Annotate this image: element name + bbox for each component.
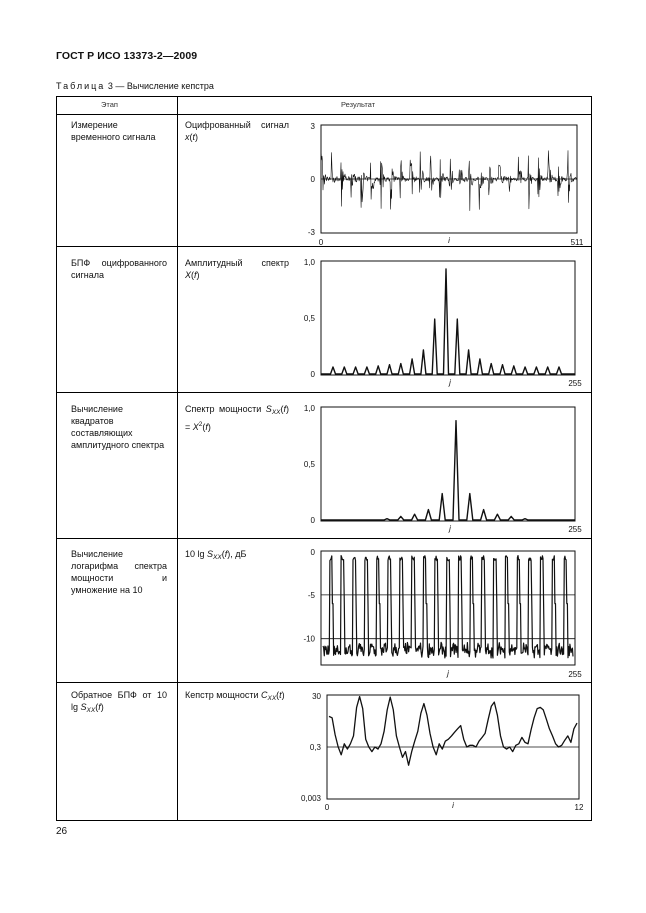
- y-tick-label: 30: [312, 692, 321, 701]
- row-divider: [57, 538, 591, 539]
- y-tick-label: 0: [310, 516, 315, 525]
- y-tick-label: 1,0: [303, 404, 315, 413]
- x-tick-label: 511: [570, 238, 584, 247]
- stage-cell: Измерение временного сигнала: [71, 120, 156, 142]
- stage-cell: Вычисление логарифма спектра мощности и умножение на 10: [71, 549, 167, 595]
- x-axis-label: j: [447, 669, 449, 678]
- spectrum-trace: [321, 421, 575, 520]
- stage-cell: Обратное БПФ от 10 $\lg S_{XX}(f)$: [71, 690, 167, 714]
- cepstrum-table: [56, 96, 592, 821]
- result-label: Спектр мощности $S_{XX}(f) = X^2(f)$: [185, 404, 289, 432]
- power-spectrum-chart: [287, 399, 587, 537]
- result-label: Оцифрованный сигнал x(t): [185, 120, 289, 142]
- y-tick-label: 0: [310, 548, 315, 557]
- log-spectrum-chart: [287, 545, 587, 681]
- x-tick-label: 0: [324, 803, 330, 812]
- plot-frame: [321, 551, 575, 665]
- y-tick-label: 0,5: [303, 460, 315, 469]
- table-caption: Таблица 3 — Вычисление кепстра: [56, 81, 214, 91]
- y-tick-label: 0: [310, 175, 315, 184]
- running-header: ГОСТ Р ИСО 13373-2—2009: [56, 50, 198, 62]
- stage-cell: Вычисление квадратов составляющих амплитудного спектра: [71, 404, 165, 450]
- column-divider: [177, 97, 178, 820]
- column-header-result: Результат: [341, 100, 376, 109]
- x-tick-label: 255: [568, 379, 582, 388]
- y-tick-label: 0: [310, 370, 315, 379]
- amplitude-spectrum-chart: [287, 255, 587, 391]
- x-axis-label: i: [452, 801, 454, 810]
- result-label: 10 $\lg S_{XX}(f)$, дБ: [185, 549, 247, 561]
- x-axis-label: j: [449, 378, 451, 387]
- y-tick-label: -5: [307, 590, 315, 600]
- header-divider: [57, 114, 591, 115]
- y-tick-label: 0,003: [300, 794, 321, 803]
- x-tick-label: 12: [574, 803, 584, 812]
- cepstrum-trace: [329, 697, 577, 766]
- x-axis-label: j: [449, 524, 451, 533]
- x-tick-label: 255: [568, 670, 582, 679]
- spectrum-trace: [321, 269, 575, 374]
- column-header-stage: Этап: [101, 100, 118, 109]
- plot-frame: [321, 407, 575, 521]
- power-cepstrum-chart: [287, 687, 587, 821]
- row-divider: [57, 392, 591, 393]
- x-axis-label: i: [448, 236, 450, 245]
- y-tick-label: 0,5: [303, 314, 315, 323]
- time-signal-chart: [287, 117, 587, 247]
- y-tick-label: -3: [307, 228, 315, 237]
- stage-cell: БПФ оцифрованного сигнала: [71, 258, 167, 280]
- y-tick-label: -10: [303, 634, 315, 644]
- x-tick-label: 0: [318, 238, 324, 247]
- result-label: Кепстр мощности $C_{XX}(t)$: [185, 690, 285, 702]
- y-tick-label: 1,0: [303, 258, 315, 267]
- y-tick-label: 3: [310, 122, 315, 131]
- page-number: 26: [56, 826, 68, 837]
- log-spectrum-trace: [323, 556, 573, 658]
- row-divider: [57, 682, 591, 683]
- y-tick-label: 0,3: [309, 743, 321, 752]
- x-tick-label: 255: [568, 525, 582, 534]
- result-label: Амплитудный спектр X(f): [185, 258, 289, 280]
